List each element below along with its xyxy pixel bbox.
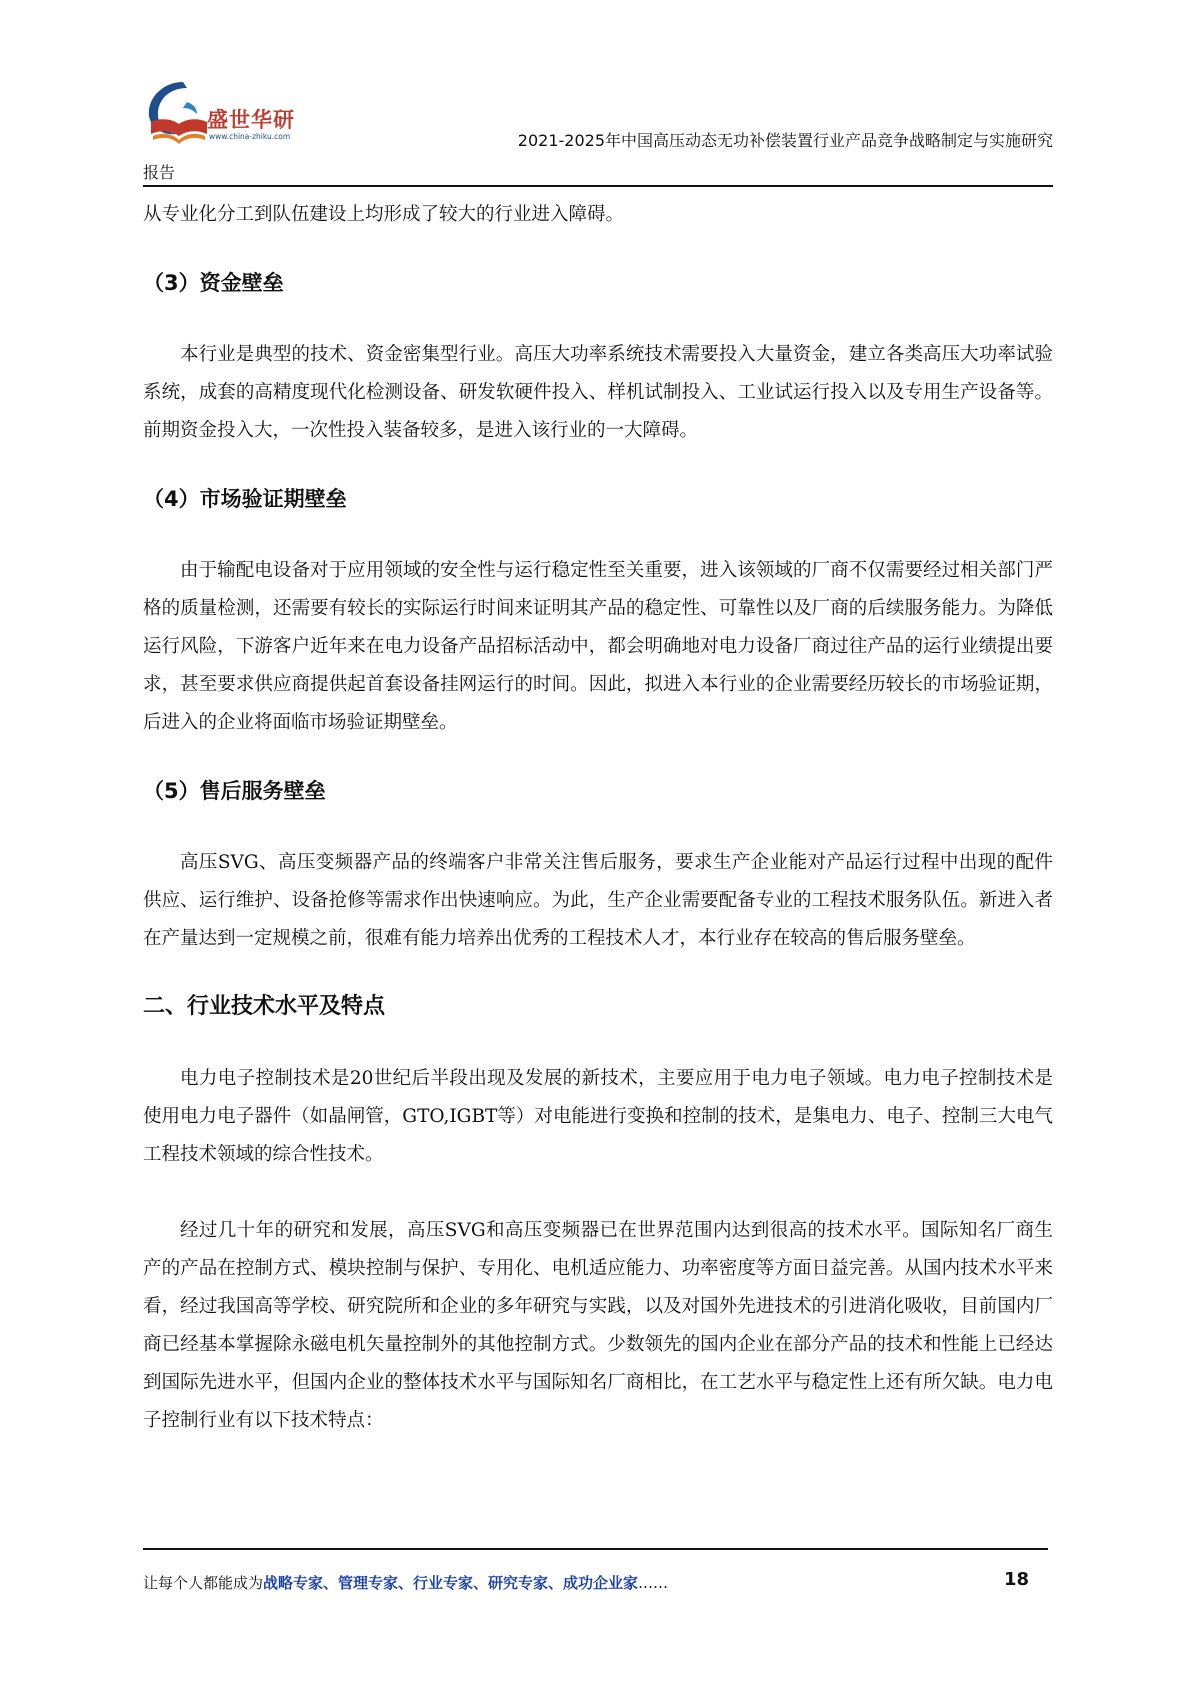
logo-text: 盛世华研 <box>207 108 295 132</box>
footer-divider <box>143 1548 1048 1550</box>
slogan-highlight: 战略专家、管理专家、行业专家、研究专家、成功企业家 <box>263 1574 639 1592</box>
section-heading-after-sales-barrier: （5）售后服务壁垒 <box>143 779 326 803</box>
page-number: 18 <box>1004 1569 1030 1590</box>
paragraph-continuation: 从专业化分工到队伍建设上均形成了较大的行业进入障碍。 <box>143 204 625 225</box>
report-title-continuation: 报告 <box>143 163 176 182</box>
page-header <box>143 78 1053 186</box>
page-content <box>143 196 1053 1440</box>
paragraph: 高压SVG、高压变频器产品的终端客户非常关注售后服务，要求生产企业能对产品运行过程中出现的配件供应、运行维护、设备抢修等需求作出快速响应。为此，生产企业需要配备专业的工程技术服务队伍。新进入者在产量达到一定规模之前，很难有能力培养出优秀的工程技术人才，本行业存在较高的售后服务壁垒。 <box>143 852 1053 949</box>
chapter-heading: 二、行业技术水平及特点 <box>143 994 386 1019</box>
paragraph: 电力电子控制技术是20世纪后半段出现及发展的新技术，主要应用于电力电子领域。电力电子控制技术是使用电力电子器件（如晶闸管，GTO,IGBT等）对电能进行变换和控制的技术，是集电力、电子、控制三大电气工程技术领域的综合性技术。 <box>143 1068 1053 1165</box>
company-logo <box>143 78 313 148</box>
section-heading-capital-barrier: （3）资金壁垒 <box>143 271 284 295</box>
paragraph: 本行业是典型的技术、资金密集型行业。高压大功率系统技术需要投入大量资金，建立各类高压大功率试验系统，成套的高精度现代化检测设备、研发软硬件投入、样机试制投入、工业试运行投入以及专用生产设备等。前期资金投入大，一次性投入装备较多，是进入该行业的一大障碍。 <box>143 344 1053 441</box>
footer-slogan <box>143 1572 668 1593</box>
report-title: 2021-2025年中国高压动态无功补偿装置行业产品竞争战略制定与实施研究 <box>517 131 1053 150</box>
paragraph: 由于输配电设备对于应用领域的安全性与运行稳定性至关重要，进入该领域的厂商不仅需要经过相关部门严格的质量检测，还需要有较长的实际运行时间来证明其产品的稳定性、可靠性以及厂商的后续服务能力。为降低运行风险，下游客户近年来在电力设备产品招标活动中，都会明确地对电力设备厂商过往产品的运行业绩提出要求，甚至要求供应商提供起首套设备挂网运行的时间。因此，拟进入本行业的企业需要经历较长的市场验证期，后进入的企业将面临市场验证期壁垒。 <box>143 560 1053 733</box>
slogan-prefix: 让每个人都能成为 <box>143 1574 264 1592</box>
logo-swoosh-icon <box>143 78 207 144</box>
logo-url: www.china-zhiku.com <box>209 132 291 141</box>
slogan-suffix: …… <box>638 1574 669 1592</box>
paragraph: 经过几十年的研究和发展，高压SVG和高压变频器已在世界范围内达到很高的技术水平。国际知名厂商生产的产品在控制方式、模块控制与保护、专用化、电机适应能力、功率密度等方面日益完善。从国内技术水平来看，经过我国高等学校、研究院所和企业的多年研究与实践，以及对国外先进技术的引进消化吸收，目前国内厂商已经基本掌握除永磁电机矢量控制外的其他控制方式。少数领先的国内企业在部分产品的技术和性能上已经达到国际先进水平，但国内企业的整体技术水平与国际知名厂商相比，在工艺水平与稳定性上还有所欠缺。电力电子控制行业有以下技术特点： <box>143 1220 1053 1431</box>
header-divider <box>143 185 1053 187</box>
section-heading-market-validation-barrier: （4）市场验证期壁垒 <box>143 487 347 511</box>
